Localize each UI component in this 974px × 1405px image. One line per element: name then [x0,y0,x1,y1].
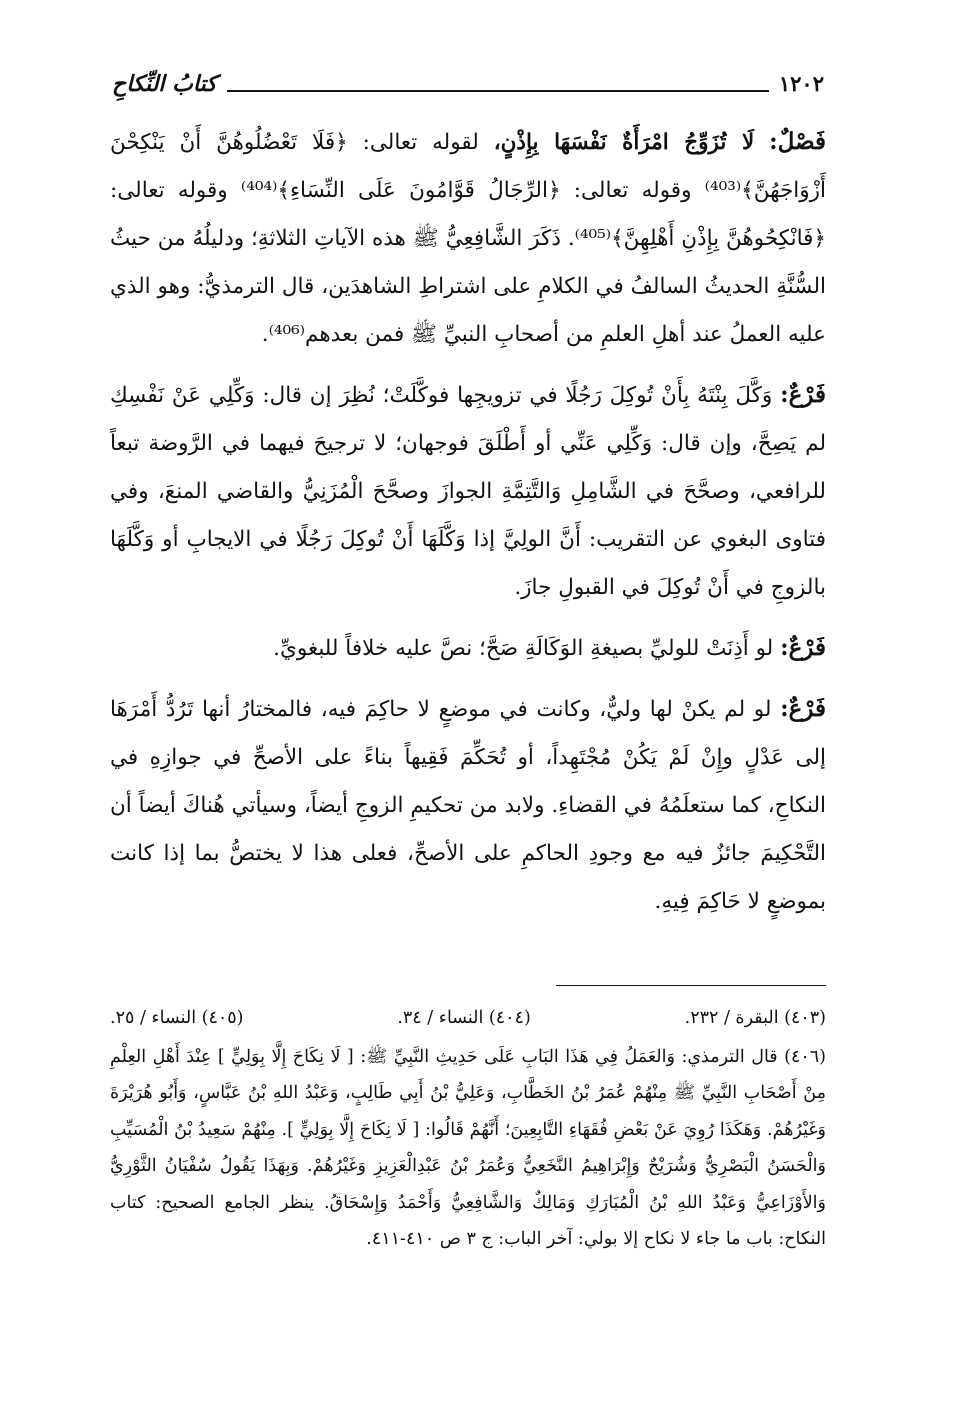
footnotes [110,1000,826,1258]
section-far-1 [110,371,826,612]
section-label: فَرْعٌ: [780,634,826,661]
running-title: كتابُ النِّكاحِ [112,71,217,97]
section-body: لقوله تعالى: ﴿فَلَا تَعْضُلُوهُنَّ أَنْ يَنْكِحْنَ أَزْوَاجَهُنَّ﴾⁽⁴⁰³⁾ وقوله تعالى: ﴿الرِّجَالُ قَوَّامُونَ عَلَى النِّسَاءِ﴾⁽⁴⁰⁴⁾ وقوله تعالى: ﴿فَانْكِحُوهُنَّ بِإِذْنِ أَهْلِهِنَّ﴾⁽⁴⁰⁵⁾. ذَكَرَ الشَّافِعِيُّ ﷺ هذه الآياتِ الثلاثةِ؛ ودليلُهُ من حيثُ السُّنَّةِ الحديثُ السالفُ في الكلامِ على اشتراطِ الشاهدَين، قال الترمذيُّ: وهو الذي عليه العملُ عند أهلِ العلمِ من أصحابِ النبيِّ ﷺ فمن بعدهم⁽⁴⁰⁶⁾. [110,130,826,347]
footnote-separator [556,985,826,986]
section-far-3 [110,685,826,926]
main-text [110,118,826,938]
page-header [112,58,824,98]
footnote-row [110,1000,826,1037]
page-number: ١٢٠٢ [778,71,824,96]
footnote-405: (٤٠٥) النساء / ٢٥. [110,1008,244,1028]
section-label: فَرْعٌ: [780,695,826,722]
footnote-404: (٤٠٤) النساء / ٣٤. [397,1008,531,1028]
section-body: لو لم يكنْ لها وليٌّ، وكانت في موضعٍ لا حاكِمَ فيه، فالمختارُ أنها تَرُدُّ أَمْرَهَا إلى عَدْلٍ وإِنْ لَمْ يَكُنْ مُجْتَهِداً، أو تُحَكِّمَ فَقِيهاً بناءً على الأصحِّ في جوازِهِ في النكاحِ، كما ستعلَمُهُ في القضاءِ. ولابد من تحكيمِ الزوجِ أيضاً، وسيأتي هُناكَ أيضاً أن التَّحْكِيمَ جائزٌ فيه مع وجودِ الحاكمِ على الأصحِّ، فعلى هذا لا يختصُّ بما إذا كانت بموضعٍ لا حَاكِمَ فِيهِ. [110,697,826,914]
section-heading: لَا تُزَوِّجُ امْرَأَةٌ نَفْسَهَا بِإِذْنٍ، [493,130,755,155]
footnote-406: (٤٠٦) قال الترمذي: وَالعَمَلُ فِي هَذَا البَابِ عَلَى حَدِيثِ النَّبِيِّ ﷺ: [ لَا نِكَاحَ إِلَّا بِوَلِيٍّ ] عِنْدَ أَهْلِ العِلْمِ مِنْ أَصْحَابِ النَّبِيِّ ﷺ مِنْهُمْ عُمَرُ بْنُ الخَطَّابِ، وَعَلِيُّ بْنُ أَبِي طَالِبٍ، وَعَبْدُ اللهِ بْنُ عَبَّاسٍ، وَأَبُو هُرَيْرَةَ وَغَيْرُهُمْ. وَهَكَذَا رُوِيَ عَنْ بَعْضِ فُقَهَاءِ التَّابِعِينَ؛ أَنَّهُمْ قَالُوا: [ لَا نِكَاحَ إِلَّا بِوَلِيٍّ ]. مِنْهُمْ سَعِيدُ بْنُ الْمُسَيِّبِ وَالْحَسَنُ الْبَصْرِيُّ وَشُرَيْحٌ وَإِبْرَاهِيمُ النَّخَعِيُّ وَعُمَرُ بْنُ عَبْدِالْعَزِيزِ وَغَيْرُهُمْ. وَبِهَذَا يَقُولُ سُفْيَانُ الثَّوْرِيُّ وَالأَوْزَاعِيُّ وَعَبْدُ اللهِ بْنُ الْمُبَارَكِ وَمَالِكٌ وَالشَّافِعِيُّ وَأَحْمَدُ وَإِسْحَاقُ. ينظر الجامع الصحيح: كتاب النكاح: باب ما جاء لا نكاح إلا بولي: آخر الباب: ج ٣ ص ٤١٠-٤١١. [110,1046,826,1249]
header-rule [227,90,769,92]
section-body: وَكَّلَ بِنْتَهُ بِأَنْ تُوكِلَ رَجُلًا في تزويجِها فوكَّلَتْ؛ نُظِرَ إن قال: وَكِّلِي عَنْ نَفْسِكِ لم يَصِحَّ، وإن قال: وَكِّلِي عَنِّي أو أَطْلَقَ فوجهان؛ لا ترجيحَ فيهما في الرَّوضة تبعاً للرافعي، وصحَّحَ في الشَّامِلِ وَالتَّتِمَّةِ الجوازَ وصحَّحَ الْمُزَنِيُّ والقاضي المنعَ، وفي فتاوى البغوي عن التقريب: أَنَّ الولِيَّ إذا وَكَّلَهَا أَنْ تُوكِلَ رَجُلًا في الايجابِ أو وَكَّلَهَا بالزوجِ في أَنْ تُوكِلَ في القبولِ جازَ. [110,383,826,600]
section-label: فَرْعٌ: [780,381,826,408]
section-far-2 [110,624,826,673]
section-body: لو أَذِنَتْ للوليِّ بصيغةِ الوَكَالَةِ صَحَّ؛ نصَّ عليه خلافاً للبغويِّ. [273,636,774,661]
footnote-403: (٤٠٣) البقرة / ٢٣٢. [684,1008,826,1028]
section-label: فَصْلٌ: [769,128,827,155]
section-fasl [110,118,826,359]
